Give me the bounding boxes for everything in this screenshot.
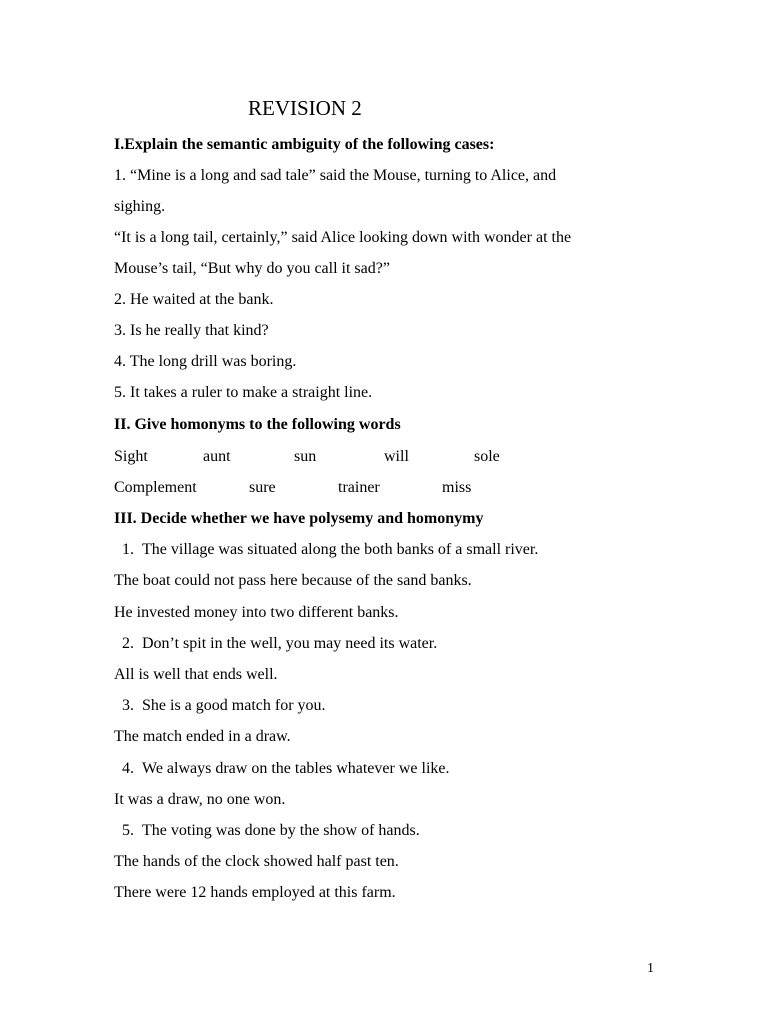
section-2-heading: II. Give homonyms to the following words [114, 416, 401, 433]
numbered-item [96, 695, 326, 717]
item-number: 5. [122, 822, 134, 839]
homonym-word: trainer [338, 479, 380, 496]
section-1-line: sighing. [114, 198, 166, 215]
homonym-word: aunt [203, 448, 231, 465]
section-1-line: 3. Is he really that kind? [114, 322, 269, 339]
homonym-word: Complement [114, 479, 197, 496]
item-number: 1. [122, 541, 134, 558]
section-1-line: “It is a long tail, certainly,” said Alice looking down with wonder at the [114, 229, 572, 246]
item-number: 2. [122, 635, 134, 652]
example-sentence: There were 12 hands employed at this farm. [114, 884, 396, 901]
example-sentence: All is well that ends well. [114, 666, 278, 683]
homonym-word: miss [442, 479, 472, 496]
example-sentence: It was a draw, no one won. [114, 791, 286, 808]
numbered-item [96, 539, 538, 561]
section-1-line: 4. The long drill was boring. [114, 353, 297, 370]
item-text: The voting was done by the show of hands. [142, 822, 420, 839]
page-title: REVISION 2 [248, 96, 362, 120]
numbered-item [96, 758, 449, 780]
section-3-heading: III. Decide whether we have polysemy and homonymy [114, 510, 484, 527]
numbered-item [96, 820, 420, 842]
homonym-word: sun [294, 448, 317, 465]
homonym-word: sure [249, 479, 276, 496]
section-1-heading: I.Explain the semantic ambiguity of the following cases: [114, 136, 495, 153]
section-1-line: 1. “Mine is a long and sad tale” said the Mouse, turning to Alice, and [114, 167, 557, 184]
example-sentence: The match ended in a draw. [114, 728, 291, 745]
item-text: She is a good match for you. [142, 697, 326, 714]
example-sentence: The hands of the clock showed half past ten. [114, 853, 399, 870]
section-1-line: 2. He waited at the bank. [114, 291, 274, 308]
section-1-line: 5. It takes a ruler to make a straight line. [114, 384, 373, 401]
homonym-word: sole [474, 448, 500, 465]
page-number: 1 [647, 961, 654, 976]
section-1-line: Mouse’s tail, “But why do you call it sad?” [114, 260, 390, 277]
item-text: We always draw on the tables whatever we like. [142, 760, 450, 777]
numbered-item [96, 633, 437, 655]
item-number: 3. [122, 697, 134, 714]
item-text: The village was situated along the both banks of a small river. [142, 541, 539, 558]
item-number: 4. [122, 760, 134, 777]
homonym-word: will [384, 448, 409, 465]
homonym-word: Sight [114, 448, 148, 465]
item-text: Don’t spit in the well, you may need its water. [142, 635, 438, 652]
example-sentence: He invested money into two different banks. [114, 604, 399, 621]
example-sentence: The boat could not pass here because of the sand banks. [114, 572, 472, 589]
